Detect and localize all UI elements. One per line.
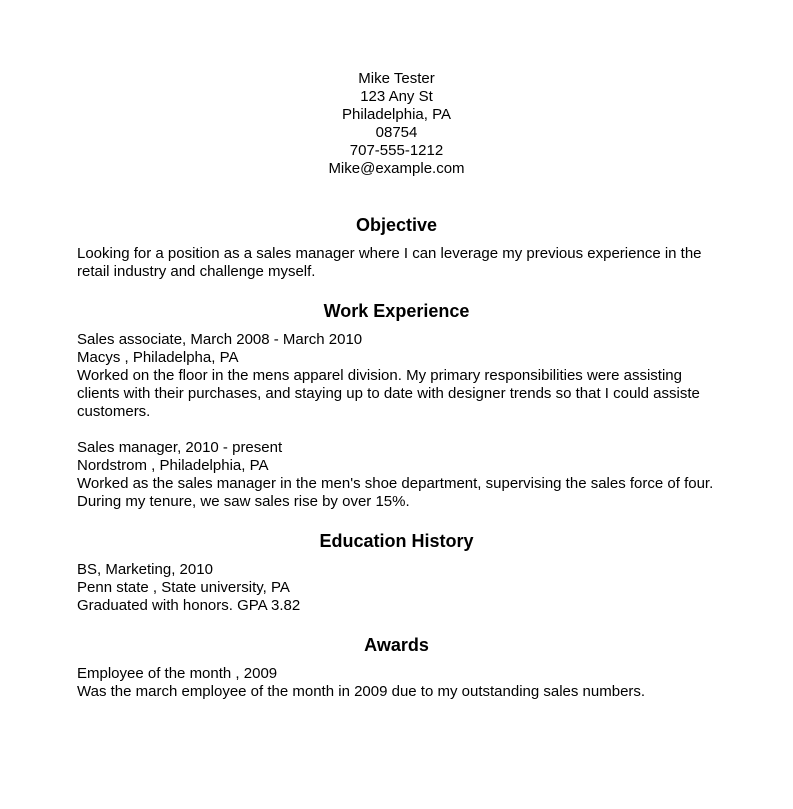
contact-zip: 08754 [375,124,418,141]
job-2-employer-location: Nordstrom , Philadelphia, PA [77,457,269,474]
section-heading-objective: Objective [355,215,438,235]
section-heading-work-experience: Work Experience [323,301,470,321]
job-entry-1 [77,331,716,421]
contact-city-state: Philadelphia, PA [342,106,451,123]
job-1-description: Worked on the floor in the mens apparel division. My primary responsibilities were assisting clients with their purchases, and staying up to date with designer trends so that I could assiste customers. [77,367,700,420]
contact-phone: 707-555-1212 [349,142,444,159]
award-1-description: Was the march employee of the month in 2009 due to my outstanding sales numbers. [77,683,646,700]
contact-block [77,70,716,178]
award-1-title-year: Employee of the month , 2009 [77,665,278,682]
education-1-degree: BS, Marketing, 2010 [77,561,213,578]
section-heading-awards: Awards [364,635,429,655]
contact-email: Mike@example.com [328,160,465,177]
job-1-employer-location: Macys , Philadelpha, PA [77,349,239,366]
section-heading-education: Education History [319,531,474,551]
job-entry-2 [77,439,716,511]
education-1-school-location: Penn state , State university, PA [77,579,290,596]
job-1-title-dates: Sales associate, March 2008 - March 2010 [77,331,363,348]
job-2-description: Worked as the sales manager in the men's shoe department, supervising the sales force of four. During my tenure, we saw sales rise by over 15%. [77,475,714,510]
objective-text: Looking for a position as a sales manager where I can leverage my previous experience in the retail industry and challenge myself. [77,245,702,280]
education-1-notes: Graduated with honors. GPA 3.82 [77,597,301,614]
award-entry-1 [77,665,716,701]
contact-name: Mike Tester [358,70,435,87]
education-entry-1 [77,561,716,615]
job-2-title-dates: Sales manager, 2010 - present [77,439,283,456]
contact-street: 123 Any St [360,88,433,105]
